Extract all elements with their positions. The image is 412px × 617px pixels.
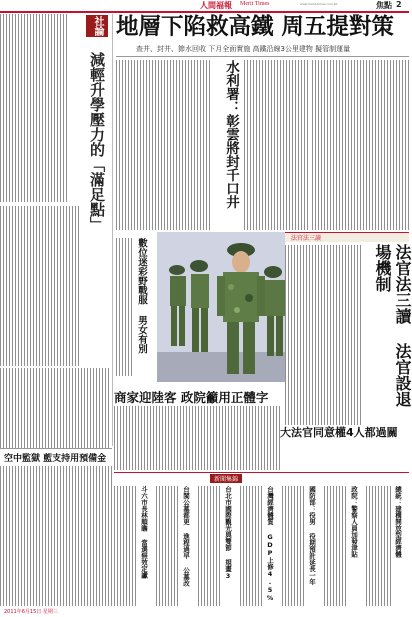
digest-item-headline: 政院：警察人員加發津貼 <box>350 486 358 558</box>
characters-headline: 商家迎陸客 政院籲用正體字 <box>114 390 269 405</box>
lead-body-a <box>116 60 212 230</box>
digest-item-text <box>198 486 222 606</box>
lead-body-b <box>312 60 409 230</box>
photo-caption-box <box>116 232 156 382</box>
water-body <box>244 60 310 230</box>
bottom-left-rule <box>0 448 112 449</box>
soldiers-illustration <box>157 232 285 382</box>
water-headline: 水利署：彰雲將封千口井 <box>223 60 239 209</box>
lead-headline: 地層下陷救高鐵 周五提對策 <box>116 14 394 40</box>
digest-item-text <box>366 486 392 606</box>
digest-item <box>114 484 154 610</box>
bottom-left-headline: 空中監獄 藍支持用預備金 <box>4 454 107 464</box>
digest-item-text <box>282 486 306 606</box>
bottom-left-body <box>0 466 112 606</box>
digest-item-text <box>240 486 264 606</box>
digest-item <box>282 484 322 610</box>
digest-item-text <box>114 486 138 606</box>
law-kicker-bar <box>285 232 409 242</box>
editorial-tag-text: 社論 <box>92 16 103 36</box>
digest-label: 新聞集錦 <box>210 474 242 483</box>
digest-item-headline: 總統：建構開放型經濟體 <box>394 486 402 558</box>
section-name: 焦點 <box>376 1 392 10</box>
digest-item <box>156 484 196 610</box>
url: www.merit-times.com.tw <box>300 2 338 6</box>
digest-item <box>198 484 238 610</box>
digest-item-headline: 斗六市長林順瞻 當選無效定讞 <box>140 486 148 579</box>
editorial-tag <box>86 15 108 37</box>
editorial-body-1 <box>0 206 80 366</box>
digest-items <box>114 484 409 610</box>
law-headline: 法官法三讀 法官設退場機制 <box>373 244 412 407</box>
lead-rule <box>116 56 409 57</box>
editorial-headline: 減輕升學壓力的「滿足點」 <box>88 52 106 232</box>
digest-item-headline: 台灣經濟體質 GDP上修4.5% <box>266 486 274 602</box>
footer-date: 2011年6月15日 星期三 <box>4 609 58 615</box>
paper-logo: 人間福報 <box>200 0 232 10</box>
page-number: 2 <box>396 0 402 9</box>
digest-item-text <box>156 486 180 606</box>
uniform-photo <box>157 232 285 382</box>
digest-item-headline: 台北市國際觀光與雙節 規畫3 <box>224 486 232 580</box>
digest-item-text <box>324 486 348 606</box>
photo-headline: 數位迷彩野戰服 男女有別 <box>136 238 147 354</box>
digest-item-headline: 台閩公墓都更 進程過早 公墓改 <box>182 486 190 587</box>
digest-item <box>324 484 364 610</box>
editorial-rule <box>112 14 113 446</box>
digest-item <box>240 484 280 610</box>
law-kicker: 法官法三讀 <box>291 235 322 242</box>
law-subhead: 大法官同意權4人都過關 <box>280 426 398 439</box>
digest-item <box>366 484 409 610</box>
english-name: Merit Times <box>240 1 270 7</box>
digest-label-bar <box>114 472 409 482</box>
law-body <box>285 245 363 425</box>
editorial-body-2 <box>0 368 110 448</box>
photo-caption-text <box>116 238 134 376</box>
lead-subhead: 查井、封井、節水回收 下月全面實施 高鐵沿線3公里建物 擬管制運量 <box>136 45 351 53</box>
digest-item-headline: 國防部：役男 役期預計延長一年 <box>308 486 316 585</box>
editorial-top-text <box>0 14 68 202</box>
characters-body <box>114 406 280 470</box>
